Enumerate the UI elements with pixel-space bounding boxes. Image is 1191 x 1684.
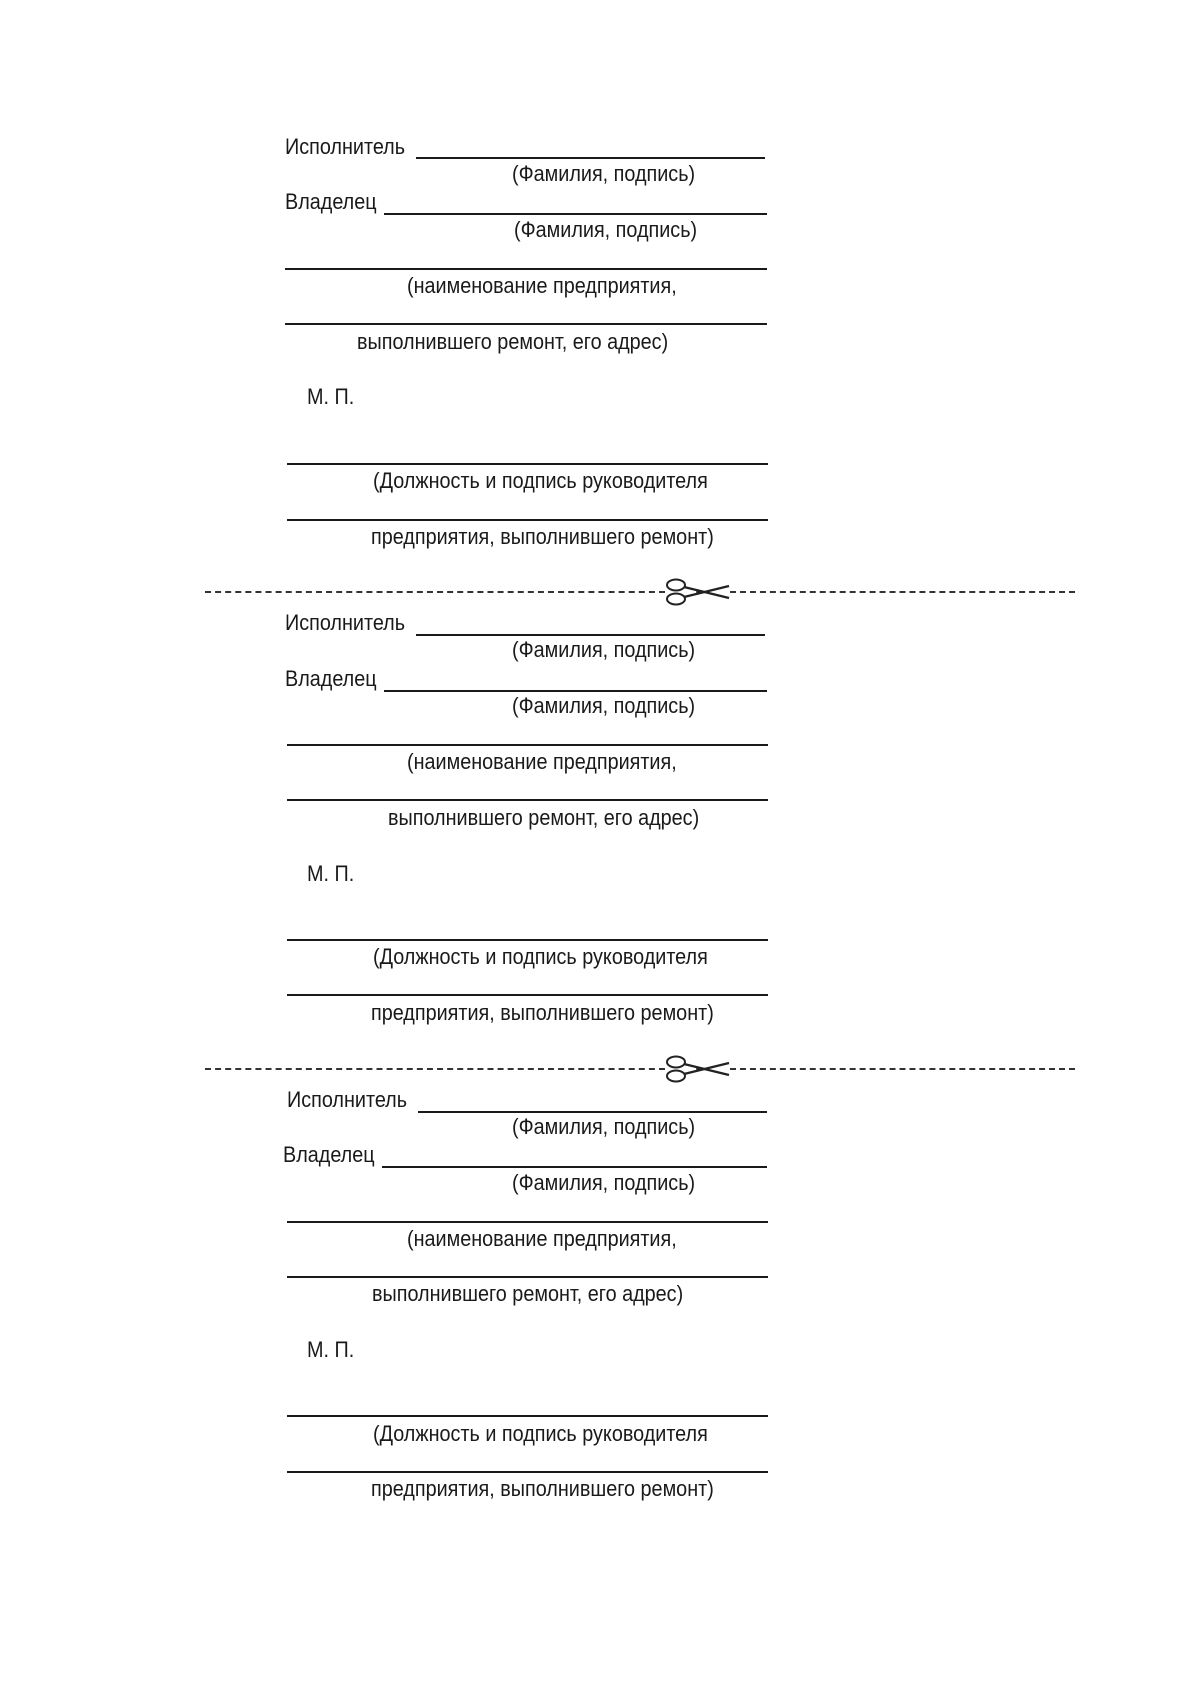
stamp-label: М. П.	[307, 1337, 355, 1362]
enterprise-name-line	[285, 268, 767, 270]
enterprise-name-line	[287, 744, 768, 746]
enterprise-hint-2: выполнившего ремонт, его адрес)	[357, 329, 669, 354]
head-hint-1: (Должность и подпись руководителя	[373, 1421, 708, 1446]
enterprise-address-line	[287, 799, 768, 801]
owner-label: Владелец	[283, 1142, 375, 1167]
owner-hint: (Фамилия, подпись)	[514, 217, 698, 242]
owner-label: Владелец	[285, 189, 377, 214]
stamp-label: М. П.	[307, 384, 355, 409]
owner-signature-line	[384, 213, 767, 215]
head-signature-line	[287, 1471, 768, 1473]
enterprise-hint-2: выполнившего ремонт, его адрес)	[372, 1281, 684, 1306]
owner-signature-line	[384, 690, 767, 692]
head-hint-2: предприятия, выполнившего ремонт)	[371, 1476, 714, 1501]
stamp-label: М. П.	[307, 861, 355, 886]
head-hint-2: предприятия, выполнившего ремонт)	[371, 1000, 714, 1025]
head-position-line	[287, 939, 768, 941]
cut-line-1	[205, 577, 1075, 607]
executor-hint: (Фамилия, подпись)	[512, 1114, 696, 1139]
head-signature-line-1	[287, 519, 768, 521]
cut-line-2	[205, 1054, 1075, 1084]
executor-hint: (Фамилия, подпись)	[512, 161, 696, 186]
head-hint-2: предприятия, выполнившего ремонт)	[371, 524, 714, 549]
enterprise-name-line	[287, 1221, 768, 1223]
cut-dashes-left	[205, 591, 665, 593]
owner-hint: (Фамилия, подпись)	[512, 1170, 696, 1195]
owner-hint: (Фамилия, подпись)	[512, 693, 696, 718]
scissors-icon	[665, 1054, 731, 1084]
scissors-icon	[665, 577, 731, 607]
repair-coupon-1	[0, 0, 1191, 420]
head-signature-line	[287, 994, 768, 996]
cut-dashes-left	[205, 1068, 665, 1070]
owner-label: Владелец	[285, 666, 377, 691]
owner-signature-line	[382, 1166, 767, 1168]
executor-hint: (Фамилия, подпись)	[512, 637, 696, 662]
enterprise-hint-1: (наименование предприятия,	[407, 1226, 677, 1251]
executor-signature-line	[418, 1111, 767, 1113]
executor-label: Исполнитель	[287, 1087, 408, 1112]
head-position-line-1	[287, 463, 768, 465]
head-hint-1: (Должность и подпись руководителя	[373, 468, 708, 493]
head-position-line	[287, 1415, 768, 1417]
enterprise-hint-1: (наименование предприятия,	[407, 749, 677, 774]
cut-dashes-right	[730, 1068, 1075, 1070]
executor-signature-line	[416, 634, 765, 636]
enterprise-address-line	[287, 1276, 768, 1278]
head-hint-1: (Должность и подпись руководителя	[373, 944, 708, 969]
executor-label: Исполнитель	[285, 610, 406, 635]
enterprise-hint-2: выполнившего ремонт, его адрес)	[388, 805, 700, 830]
enterprise-hint-1: (наименование предприятия,	[407, 273, 677, 298]
executor-label: Исполнитель	[285, 134, 406, 159]
enterprise-address-line	[285, 323, 767, 325]
cut-dashes-right	[730, 591, 1075, 593]
executor-signature-line	[416, 157, 765, 159]
